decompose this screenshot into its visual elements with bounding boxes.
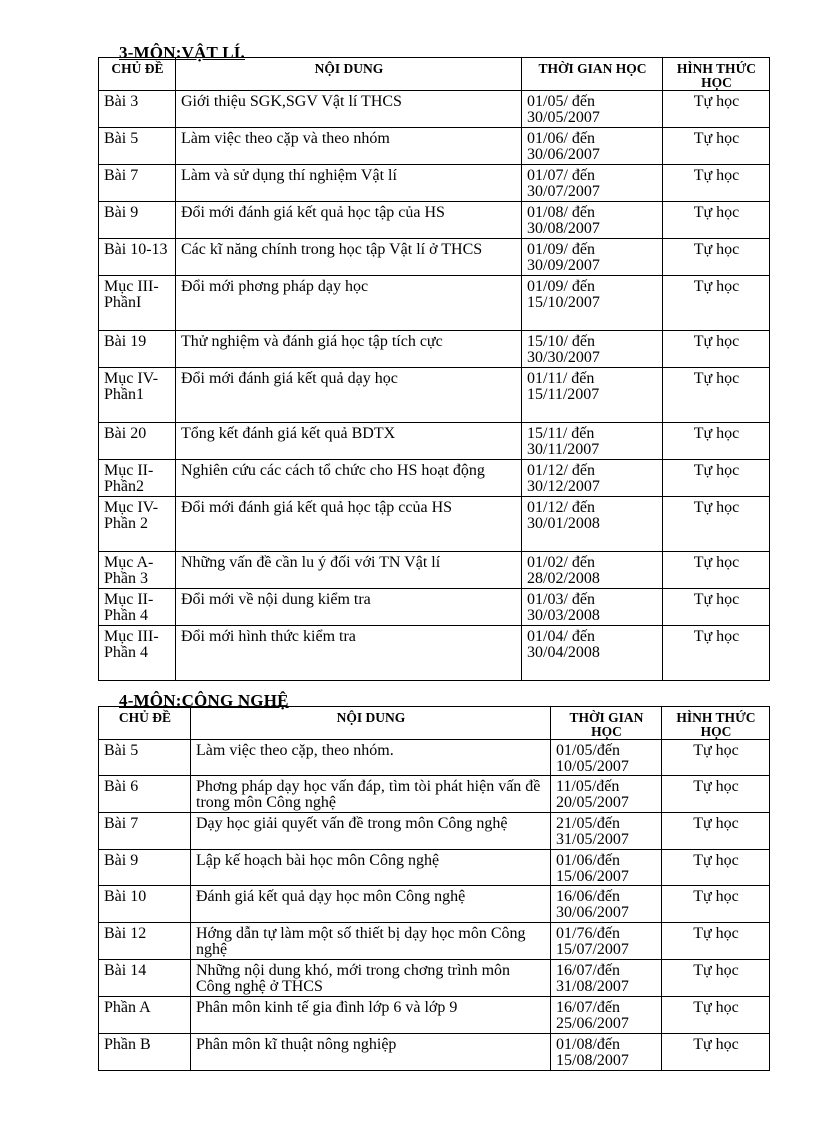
topic-cell: Bài 19 [99,331,176,368]
status-cell: Tự học [663,276,770,331]
status-cell: Tự học [663,202,770,239]
physics-plan-table [98,57,770,681]
technology-plan-table [98,706,770,1071]
status-cell: Tự học [662,776,770,813]
status-cell: Tự học [662,740,770,776]
content-cell: Lập kế hoạch bài học môn Công nghệ [191,850,551,886]
content-cell: Đánh giá kết quả dạy học môn Công nghệ [191,886,551,923]
table-row [99,460,770,497]
table-row [99,423,770,460]
table-row [99,1034,770,1071]
topic-cell: Mục A-Phần 3 [99,552,176,589]
time-cell: 16/07/đến 31/08/2007 [551,960,662,997]
status-cell: Tự học [662,1034,770,1071]
table-row [99,626,770,681]
content-cell: Những nội dung khó, mới trong chơng trình môn Công nghệ ở THCS [191,960,551,997]
content-cell: Đổi mới phơng pháp dạy học [176,276,522,331]
table-row [99,960,770,997]
table-row [99,740,770,776]
table-row [99,331,770,368]
time-cell: 21/05/đến 31/05/2007 [551,813,662,850]
time-cell: 01/06/ đến 30/06/2007 [522,128,663,165]
time-cell: 01/09/ đến 15/10/2007 [522,276,663,331]
status-cell: Tự học [663,552,770,589]
time-cell: 11/05/đến 20/05/2007 [551,776,662,813]
time-cell: 01/05/ đến 30/05/2007 [522,91,663,128]
status-cell: Tự học [663,91,770,128]
content-cell: Phân môn kinh tế gia đình lớp 6 và lớp 9 [191,997,551,1034]
content-cell: Tổng kết đánh giá kết quả BDTX [176,423,522,460]
table-row [99,91,770,128]
topic-cell: Mục II-Phần 4 [99,589,176,626]
table-row [99,202,770,239]
content-cell: Làm việc theo cặp và theo nhóm [176,128,522,165]
topic-cell: Mục IV-Phần1 [99,368,176,423]
status-cell: Tự học [662,960,770,997]
content-cell: Các kĩ năng chính trong học tập Vật lí ở THCS [176,239,522,276]
content-cell: Làm và sử dụng thí nghiệm Vật lí [176,165,522,202]
time-cell: 01/12/ đến 30/01/2008 [522,497,663,552]
topic-cell: Bài 7 [99,165,176,202]
status-cell: Tự học [663,368,770,423]
content-cell: Những vấn đề cần lu ý đối với TN Vật lí [176,552,522,589]
time-cell: 16/06/đến 30/06/2007 [551,886,662,923]
status-cell: Tự học [663,239,770,276]
header-content: NỘI DUNG [191,707,551,740]
table-row [99,886,770,923]
status-cell: Tự học [663,626,770,681]
topic-cell: Bài 14 [99,960,191,997]
content-cell: Nghiên cứu các cách tổ chức cho HS hoạt động [176,460,522,497]
content-cell: Giới thiệu SGK,SGV Vật lí THCS [176,91,522,128]
topic-cell: Mục III-Phần 4 [99,626,176,681]
table-row [99,497,770,552]
time-cell: 15/11/ đến 30/11/2007 [522,423,663,460]
time-cell: 01/11/ đến 15/11/2007 [522,368,663,423]
topic-cell: Mục III-PhầnI [99,276,176,331]
status-cell: Tự học [663,460,770,497]
time-cell: 01/05/đến 10/05/2007 [551,740,662,776]
section-title-physics: 3-MÔN:VẬT LÍ. [119,43,246,62]
table-row [99,276,770,331]
status-cell: Tự học [663,128,770,165]
content-cell: Đổi mới hình thức kiểm tra [176,626,522,681]
topic-cell: Bài 6 [99,776,191,813]
topic-cell: Mục II-Phần2 [99,460,176,497]
status-cell: Tự học [662,850,770,886]
time-cell: 01/02/ đến 28/02/2008 [522,552,663,589]
content-cell: Đổi mới đánh giá kết quả dạy học [176,368,522,423]
topic-cell: Bài 9 [99,202,176,239]
time-cell: 16/07/đến 25/06/2007 [551,997,662,1034]
table-row [99,923,770,960]
topic-cell: Bài 5 [99,128,176,165]
content-cell: Đổi mới về nội dung kiểm tra [176,589,522,626]
table-row [99,368,770,423]
status-cell: Tự học [662,997,770,1034]
section-title-technology: 4-MÔN:CÔNG NGHỆ [119,691,289,710]
table-row [99,552,770,589]
content-cell: Dạy học giải quyết vấn đề trong môn Công nghệ [191,813,551,850]
table-row [99,776,770,813]
time-cell: 01/08/ đến 30/08/2007 [522,202,663,239]
header-content: NỘI DUNG [176,58,522,91]
table-row [99,589,770,626]
status-cell: Tự học [663,497,770,552]
time-cell: 01/12/ đến 30/12/2007 [522,460,663,497]
topic-cell: Bài 20 [99,423,176,460]
content-cell: Thử nghiệm và đánh giá học tập tích cực [176,331,522,368]
content-cell: Đổi mới đánh giá kết quả học tập của HS [176,202,522,239]
status-cell: Tự học [662,886,770,923]
table-row [99,997,770,1034]
topic-cell: Phần B [99,1034,191,1071]
status-cell: Tự học [663,331,770,368]
content-cell: Phơng pháp dạy học vấn đáp, tìm tòi phát hiện vấn đề trong môn Công nghệ [191,776,551,813]
time-cell: 01/04/ đến 30/04/2008 [522,626,663,681]
time-cell: 01/08/đến 15/08/2007 [551,1034,662,1071]
topic-cell: Bài 3 [99,91,176,128]
header-form: HÌNH THỨC HỌC [662,707,770,740]
header-topic: CHỦ ĐỀ [99,707,191,740]
content-cell: Phân môn kĩ thuật nông nghiệp [191,1034,551,1071]
topic-cell: Bài 5 [99,740,191,776]
topic-cell: Bài 10 [99,886,191,923]
content-cell: Đổi mới đánh giá kết quả học tập ccủa HS [176,497,522,552]
status-cell: Tự học [663,423,770,460]
time-cell: 15/10/ đến 30/30/2007 [522,331,663,368]
status-cell: Tự học [662,923,770,960]
topic-cell: Bài 9 [99,850,191,886]
table-row [99,813,770,850]
table-row [99,128,770,165]
topic-cell: Bài 10-13 [99,239,176,276]
status-cell: Tự học [663,589,770,626]
content-cell: Hớng dẫn tự làm một số thiết bị dạy học môn Công nghệ [191,923,551,960]
time-cell: 01/06/đến 15/06/2007 [551,850,662,886]
time-cell: 01/76/đến 15/07/2007 [551,923,662,960]
header-form: HÌNH THỨC HỌC [663,58,770,91]
topic-cell: Mục IV-Phần 2 [99,497,176,552]
table-row [99,850,770,886]
header-topic: CHỦ ĐỀ [99,58,176,91]
time-cell: 01/09/ đến 30/09/2007 [522,239,663,276]
table-row [99,239,770,276]
table-row [99,165,770,202]
time-cell: 01/07/ đến 30/07/2007 [522,165,663,202]
topic-cell: Bài 12 [99,923,191,960]
content-cell: Làm việc theo cặp, theo nhóm. [191,740,551,776]
topic-cell: Phần A [99,997,191,1034]
header-time: THỜI GIAN HỌC [522,58,663,91]
status-cell: Tự học [662,813,770,850]
status-cell: Tự học [663,165,770,202]
topic-cell: Bài 7 [99,813,191,850]
time-cell: 01/03/ đến 30/03/2008 [522,589,663,626]
header-time: THỜI GIAN HỌC [551,707,662,740]
